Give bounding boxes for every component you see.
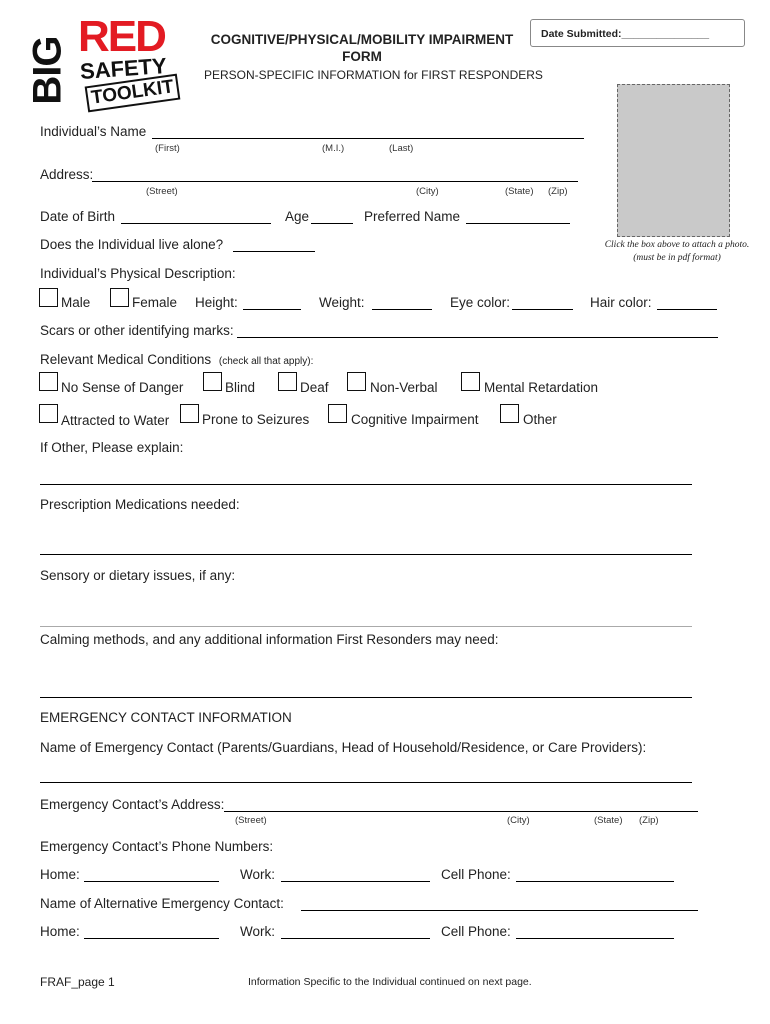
alt-work-phone-field[interactable] [281,938,430,939]
emergency-name-field[interactable] [40,782,692,783]
date-submitted-field[interactable] [530,19,745,47]
emergency-city-caption: (City) [507,815,530,826]
deaf-checkbox[interactable] [278,372,297,391]
weight-label: Weight: [319,295,365,310]
attracted-to-water-checkbox[interactable] [39,404,58,423]
name-field[interactable] [152,138,584,139]
scars-label: Scars or other identifying marks: [40,323,234,338]
no-sense-of-danger-checkbox[interactable] [39,372,58,391]
photo-note: Click the box above to attach a photo. [604,240,750,250]
footer-page-label: FRAF_page 1 [40,975,115,989]
prone-to-seizures-checkbox[interactable] [180,404,199,423]
cognitive-impairment-label: Cognitive Impairment [351,412,479,427]
deaf-label: Deaf [300,380,329,395]
female-checkbox[interactable] [110,288,129,307]
non-verbal-label: Non-Verbal [370,380,438,395]
name-label: Individual’s Name [40,124,147,139]
prescription-field[interactable] [40,554,692,555]
address-zip-caption: (Zip) [548,186,568,197]
hair-color-field[interactable] [657,309,717,310]
alt-contact-field[interactable] [301,910,698,911]
form-title: COGNITIVE/PHYSICAL/MOBILITY IMPAIRMENT [210,32,514,47]
emergency-zip-caption: (Zip) [639,815,659,826]
other-checkbox[interactable] [500,404,519,423]
sensory-field[interactable] [40,626,692,627]
weight-field[interactable] [372,309,432,310]
age-field[interactable] [311,223,353,224]
other-label: Other [523,412,557,427]
prone-to-seizures-label: Prone to Seizures [202,412,310,427]
blind-checkbox[interactable] [203,372,222,391]
age-label: Age [285,209,310,224]
name-first-caption: (First) [155,143,180,154]
address-state-caption: (State) [505,186,534,197]
emergency-heading: EMERGENCY CONTACT INFORMATION [40,710,292,725]
medical-heading-text: Relevant Medical Conditions [40,352,212,367]
medical-heading [40,352,313,367]
cognitive-impairment-checkbox[interactable] [328,404,347,423]
male-checkbox[interactable] [39,288,58,307]
name-last-caption: (Last) [389,143,414,154]
dob-field[interactable] [121,223,271,224]
eye-color-field[interactable] [512,309,573,310]
height-field[interactable] [243,309,301,310]
footer-continued-note: Information Specific to the Individual continued on next page. [248,976,532,988]
logo-red: RED [78,12,165,61]
non-verbal-checkbox[interactable] [347,372,366,391]
name-mi-caption: (M.I.) [322,143,345,154]
work-phone-field[interactable] [281,881,430,882]
alt-cell-phone-label: Cell Phone: [441,924,511,939]
emergency-name-label: Name of Emergency Contact (Parents/Guardians, Head of Household/Residence, or Care Providers): [40,740,647,755]
blind-label: Blind [225,380,256,395]
prescription-label: Prescription Medications needed: [40,497,240,512]
home-phone-label: Home: [40,867,80,882]
cell-phone-field[interactable] [516,881,674,882]
alt-home-phone-field[interactable] [84,938,219,939]
logo-safety: SAFETY [79,53,168,84]
other-explain-field[interactable] [40,484,692,485]
alt-contact-label: Name of Alternative Emergency Contact: [40,896,284,911]
cell-phone-label: Cell Phone: [441,867,511,882]
logo [25,12,186,110]
scars-field[interactable] [237,337,718,338]
mental-retardation-label: Mental Retardation [484,380,599,395]
form-title-line2: FORM [342,49,382,64]
emergency-address-field[interactable] [224,811,698,812]
sensory-label: Sensory or dietary issues, if any: [40,568,236,583]
physical-heading: Individual’s Physical Description: [40,266,236,281]
work-phone-label: Work: [240,867,276,882]
live-alone-field[interactable] [233,251,315,252]
address-label: Address: [40,167,94,182]
alt-work-phone-label: Work: [240,924,276,939]
dob-label: Date of Birth [40,209,116,224]
photo-note-format: (must be in pdf format) [633,253,721,263]
home-phone-field[interactable] [84,881,219,882]
address-field[interactable] [92,181,578,182]
logo-big: BIG [25,36,70,105]
alt-home-phone-label: Home: [40,924,80,939]
other-explain-label: If Other, Please explain: [40,440,184,455]
form-subtitle: PERSON-SPECIFIC INFORMATION for FIRST RESPONDERS [204,68,543,82]
mental-retardation-checkbox[interactable] [461,372,480,391]
calming-label: Calming methods, and any additional information First Resonders may need: [40,632,499,647]
female-label: Female [132,295,178,310]
address-street-caption: (Street) [146,186,178,197]
date-submitted-label: Date Submitted:_______________ [541,28,710,40]
eye-color-label: Eye color: [450,295,511,310]
alt-cell-phone-field[interactable] [516,938,674,939]
emergency-address-label: Emergency Contact’s Address: [40,797,225,812]
photo-attach-box[interactable] [617,84,730,237]
preferred-name-field[interactable] [466,223,570,224]
logo-toolkit: TOOLKIT [85,74,181,113]
calming-field[interactable] [40,697,692,698]
emergency-state-caption: (State) [594,815,623,826]
preferred-name-label: Preferred Name [364,209,461,224]
emergency-phones-label: Emergency Contact’s Phone Numbers: [40,839,274,854]
male-label: Male [61,295,91,310]
live-alone-label: Does the Individual live alone? [40,237,224,252]
medical-heading-small: (check all that apply): [218,356,314,367]
attracted-to-water-label: Attracted to Water [61,413,170,428]
emergency-street-caption: (Street) [235,815,267,826]
height-label: Height: [195,295,238,310]
hair-color-label: Hair color: [590,295,652,310]
address-city-caption: (City) [416,186,439,197]
no-sense-of-danger-label: No Sense of Danger [61,380,184,395]
